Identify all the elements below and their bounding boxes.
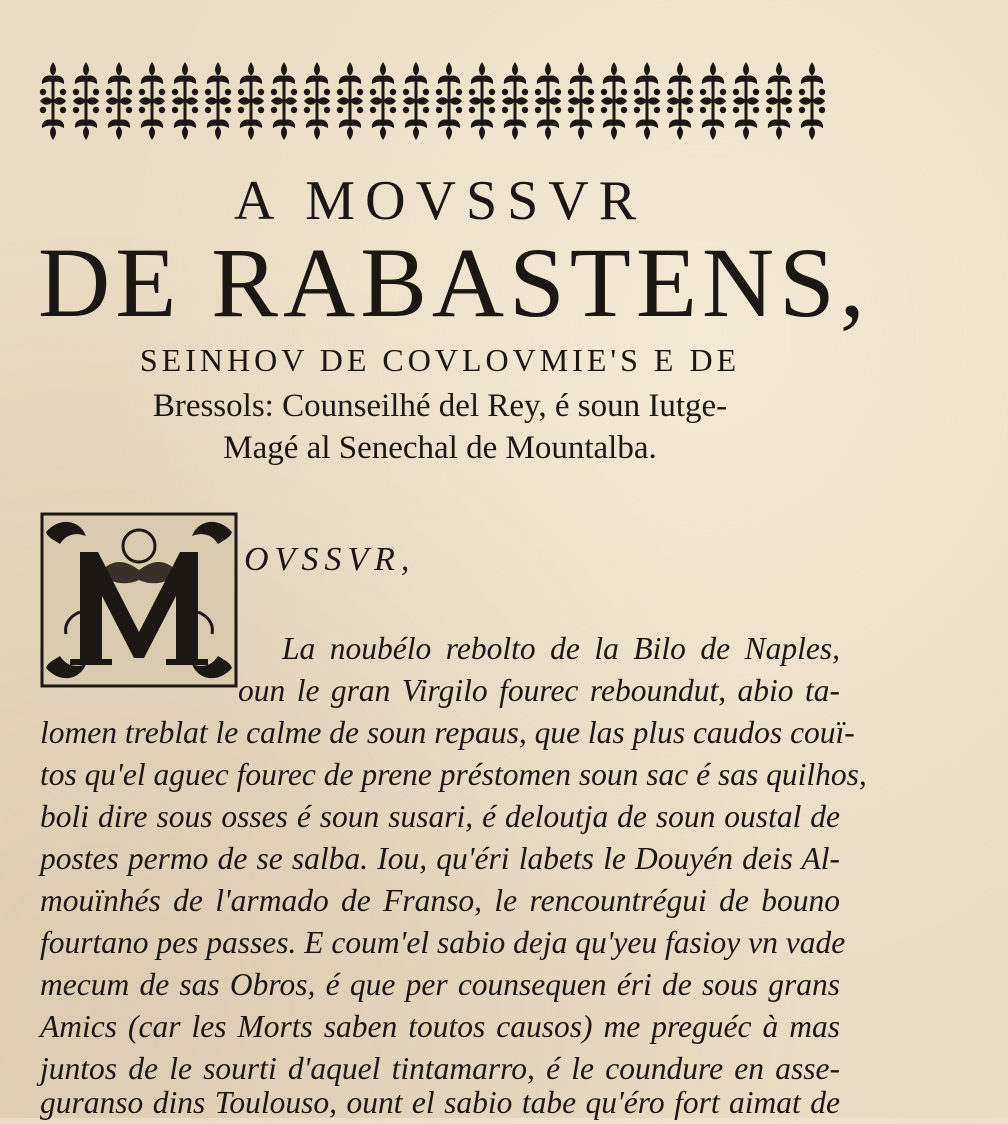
text-line: fourtano pes passes. E coum'el sabio deja qu'yeu fasioy vn vade [40, 925, 846, 960]
text-line: oun le gran Virgilo fourec reboundut, abio ta- [238, 673, 840, 708]
heading-addressee: A MOVSSVR [233, 170, 647, 232]
heading-title-line: Bressols: Counseilhé del Rey, é soun Iutge- [152, 388, 728, 424]
heading-title-line: SEINHOV DE COVLOVMIE'S E DE [139, 342, 741, 378]
text-line: Amics (car les Morts saben toutos causos) me preguéc à mas [40, 1009, 840, 1044]
text-line: guranso dins Toulouso, ount el sabio tabe qu'éro fort aimat de [40, 1085, 840, 1120]
text-line: lomen treblat le calme de soun repaus, que las plus caudos couï- [40, 715, 855, 750]
text-line: tos qu'el aguec fourec de prene préstomen soun sac é sas quilhos, [40, 757, 867, 792]
text-line: mecum de sas Obros, é que per counsequen éri de sous grans [40, 967, 840, 1002]
text-line: La noubélo rebolto de la Bilo de Naples, [282, 631, 840, 666]
text-line: boli dire sous osses é soun susari, é deloutja de soun oustal de [40, 799, 840, 834]
text-line: postes permo de se salba. Iou, qu'éri labets le Douyén deis Al- [40, 841, 840, 876]
heading-title-line: Magé al Senechal de Mountalba. [223, 430, 657, 466]
decorated-initial-m-icon [40, 512, 238, 688]
fleuron-border-ornament [36, 60, 840, 142]
text-line: juntos de le sourti d'aquel tintamarro, é le coundure en asse- [40, 1051, 840, 1086]
heading-name: DE RABASTENS, [38, 227, 870, 338]
text-line: mouïnhés de l'armado de Franso, le rencountrégui de bouno [40, 883, 840, 918]
salutation: OVSSVR, [244, 541, 416, 578]
